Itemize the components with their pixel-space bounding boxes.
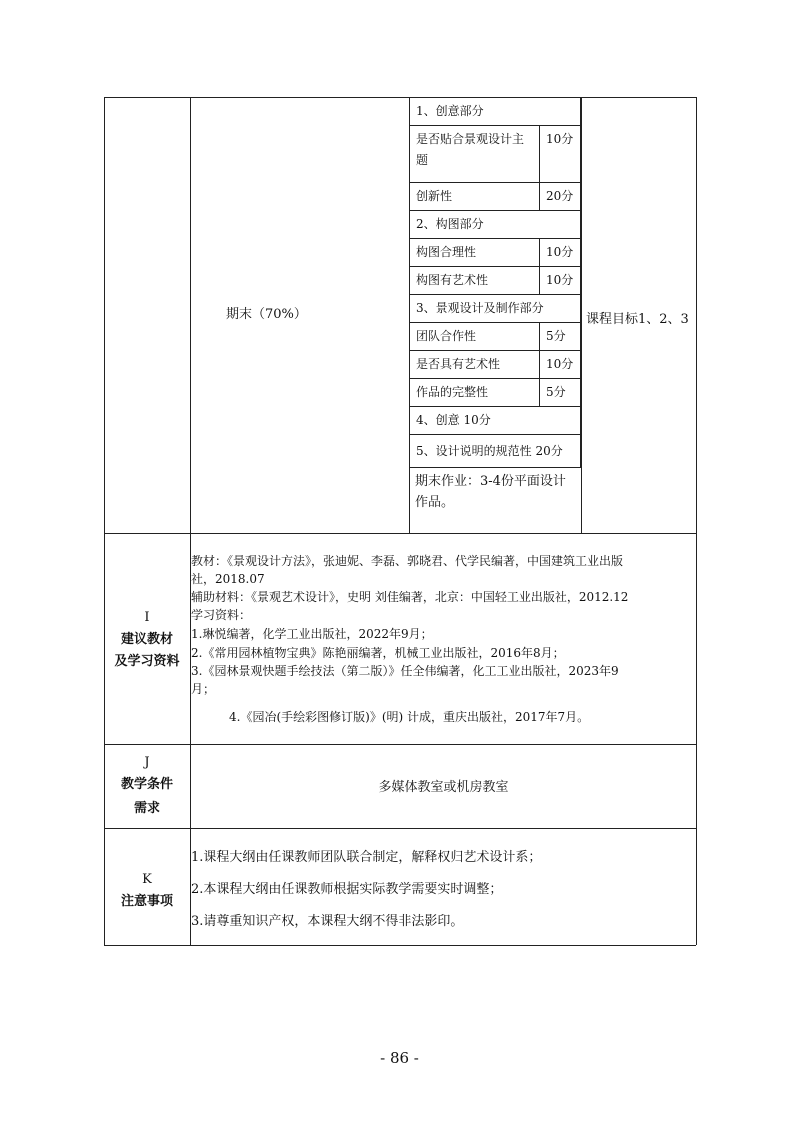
row-divider-assessment	[104, 533, 696, 534]
table-right-border	[696, 97, 697, 945]
criteria-score-theme: 10分	[539, 125, 581, 183]
study-material-2: 2.《常用园林植物宝典》陈艳丽编著，机械工业出版社，2016年8月；	[191, 646, 565, 660]
criteria-section-description: 5、设计说明的规范性 20分	[409, 434, 581, 468]
criteria-row-theme: 是否贴合景观设计主 题	[409, 125, 540, 183]
section-k-title: 注意事项	[120, 894, 173, 909]
criteria-row-completeness: 作品的完整性	[409, 378, 540, 407]
final-assignment-line1: 期末作业：3-4份平面设计	[415, 474, 566, 489]
period-label: 期末（70%）	[226, 307, 307, 322]
table-left-border	[104, 97, 105, 945]
criteria-section-creative: 4、创意 10分	[409, 406, 581, 435]
final-assignment-line2: 作品。	[415, 495, 455, 510]
section-i-title-line2: 及学习资料	[114, 654, 180, 669]
course-objectives: 课程目标1、2、3	[586, 312, 689, 327]
criteria-score-artistic-composition: 10分	[539, 266, 581, 295]
study-material-1: 1.琳悦编著，化学工业出版社，2022年9月；	[191, 627, 433, 641]
criteria-section-creativity: 1、创意部分	[409, 97, 581, 126]
teaching-conditions: 多媒体教室或机房教室	[378, 780, 509, 795]
textbook-line2: 社，2018.07	[191, 572, 265, 586]
note-item-1: 1.课程大纲由任课教师团队联合制定，解释权归艺术设计系；	[191, 850, 542, 865]
page-number: - 86 -	[380, 1049, 419, 1067]
section-j-title-line1: 教学条件	[120, 777, 173, 792]
criteria-score-completeness: 5分	[539, 378, 581, 407]
section-k-letter: K	[142, 872, 152, 887]
table-column-divider	[190, 97, 191, 945]
section-i-letter: I	[144, 610, 150, 625]
note-item-2: 2.本课程大纲由任课教师根据实际教学需要实时调整；	[191, 882, 503, 897]
objectives-divider	[581, 97, 582, 533]
row-divider-j	[104, 828, 696, 829]
criteria-section-composition: 2、构图部分	[409, 210, 581, 239]
criteria-row-teamwork: 团队合作性	[409, 322, 540, 351]
section-j-letter: J	[144, 755, 150, 770]
criteria-score-reasonable: 10分	[539, 238, 581, 267]
criteria-score-artistry: 10分	[539, 350, 581, 379]
table-top-line	[104, 97, 696, 98]
textbook-line1: 教材：《景观设计方法》，张迪妮、李磊、郭晓君、代学民编著，中国建筑工业出版	[191, 554, 624, 568]
section-i-title-line1: 建议教材	[120, 632, 173, 647]
criteria-row-reasonable: 构图合理性	[409, 238, 540, 267]
criteria-row-artistic-composition: 构图有艺术性	[409, 266, 540, 295]
criteria-score-innovation: 20分	[539, 182, 581, 211]
study-material-3: 3.《园林景观快题手绘技法（第二版）》任全伟编著，化工工业出版社，2023年9	[191, 664, 619, 678]
criteria-row-innovation: 创新性	[409, 182, 540, 211]
auxiliary-material: 辅助材料：《景观艺术设计》，史明 刘佳编著，北京：中国轻工业出版社，2012.12	[191, 590, 629, 604]
row-divider-i	[104, 744, 696, 745]
note-item-3: 3.请尊重知识产权，本课程大纲不得非法影印。	[191, 914, 464, 929]
table-bottom-line	[104, 945, 696, 946]
study-material-4: 4.《园冶(手绘彩图修订版)》(明) 计成，重庆出版社，2017年7月。	[229, 710, 590, 724]
criteria-section-production: 3、景观设计及制作部分	[409, 294, 581, 323]
study-material-label: 学习资料：	[191, 608, 252, 622]
section-j-title-line2: 需求	[133, 801, 160, 816]
criteria-score-teamwork: 5分	[539, 322, 581, 351]
study-material-3-cont: 月；	[191, 682, 216, 696]
criteria-row-artistry: 是否具有艺术性	[409, 350, 540, 379]
